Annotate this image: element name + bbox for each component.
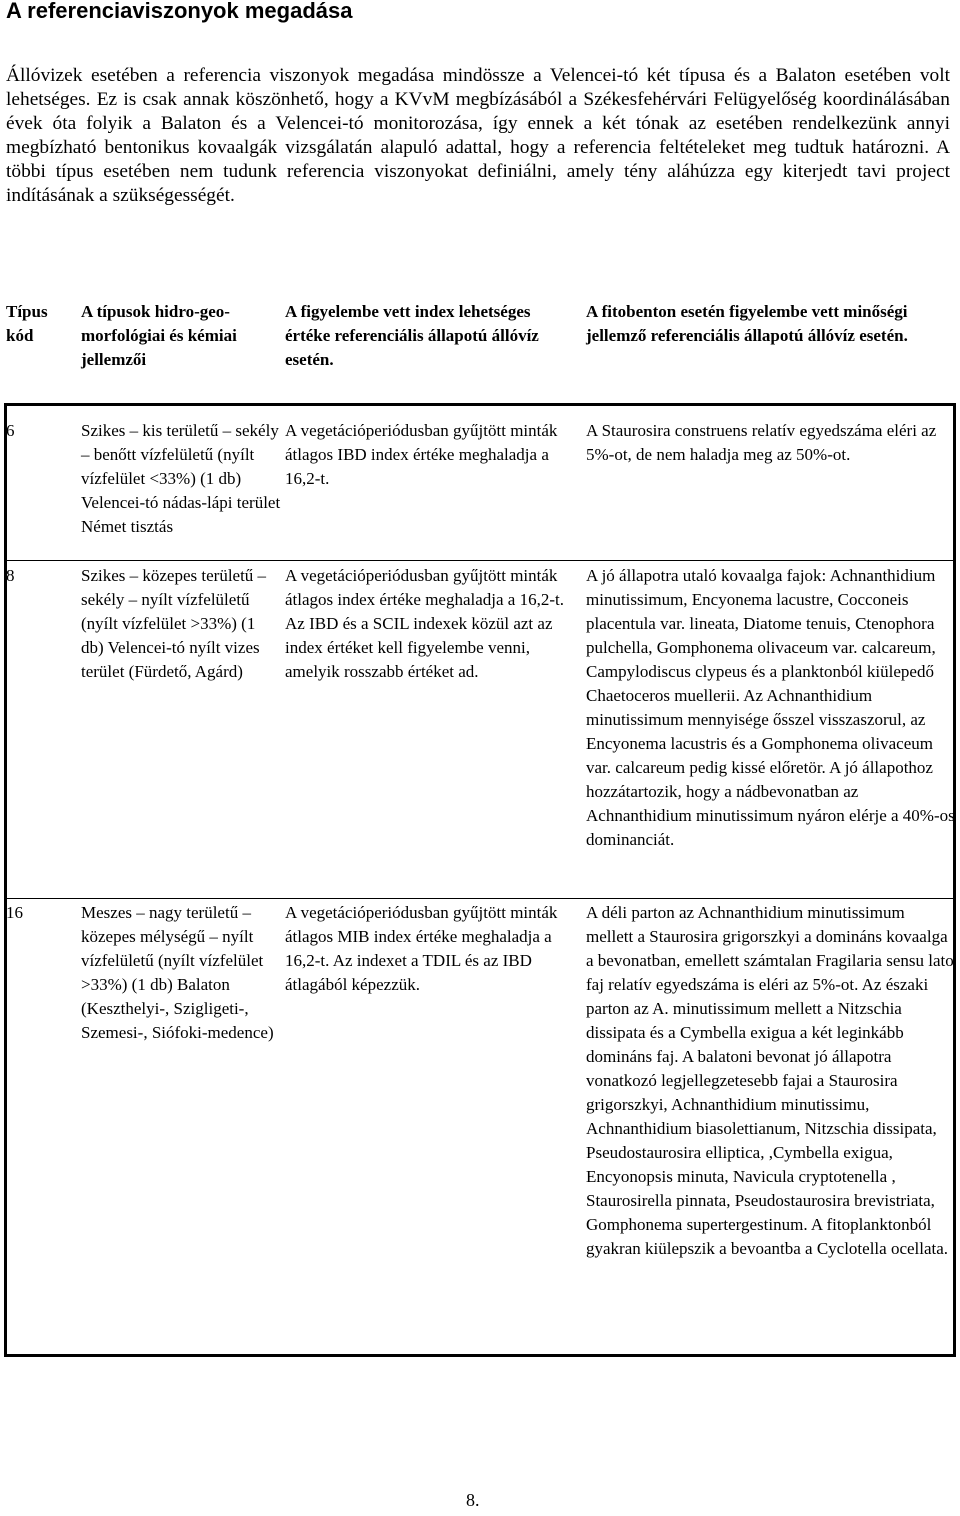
header-hydro: A típusok hidro-geo-morfológiai és kémiai jellemzői <box>81 302 237 369</box>
table-row-3-hydro: Meszes – nagy területű – közepes mélységű – nyílt vízfelületű (nyílt vízfelület >33%) (1 db) Balaton (Keszthelyi-, Szigligeti-, Szemesi-, Siófoki-medence) <box>81 903 274 1042</box>
table-row-1-hydro: Szikes – kis területű – sekély – benőtt vízfelületű (nyílt vízfelület <33%) (1 db) Velencei-tó nádas-lápi terület Német tisztás <box>81 421 281 536</box>
table-row-2-hydro: Szikes – közepes területű – sekély – nyílt vízfelületű (nyílt vízfelület >33%) (1 db) Velencei-tó nyílt vizes terület (Fürdető, Agárd) <box>81 566 267 681</box>
header-code: Típus kód <box>6 302 48 345</box>
table-border-top <box>4 403 956 406</box>
header-index: A figyelembe vett index lehetséges értéke referenciális állapotú állóvíz esetén. <box>285 302 539 369</box>
table-row-3-phyto: A déli parton az Achnanthidium minutissimum mellett a Staurosira grigorszkyi a domináns kovaalga a bevonatban, emellett számtalan Fragilaria sensu lato faj relatív egyedszáma is eléri az 5%-ot. Az északi parton az A. minutissimum mellett a Nitzschia dissipata és a Cymbella exigua a két leginkább domináns faj. A balatoni bevonat jó állapotra vonatkozó legjellegzetesebb fajai a Staurosira grigorszkyi, Achnanthidium minutissimu, Achnanthidium biasolettianum, Nitzschia dissipata, Pseudostaurosira elliptica, ,Cymbella exigua, Encyonopsis minuta, Navicula cryptotenella , Staurosirella pinnata, Pseudostaurosira brevistriata, Gomphonema supertergestinum. A fitoplanktonból gyakran kiülepszik a bevoantba a Cyclotella ocellata. <box>586 903 954 1258</box>
intro-paragraph: Állóvizek esetében a referencia viszonyok megadása mindössze a Velencei-tó két típusa és a Balaton esetében volt lehetséges. Ez is csak annak köszönhető, hogy a KVvM megbízásából a Székesfehérvári Felügyelőség koordinálásában évek óta folyik a Balaton és a Velencei-tó monitorozása, így ennek a két tónak az esetében rendelkezünk annyi megbízható bentonikus kovaalgák vizsgálatán alapuló adattal, hogy a referencia feltételeket meg tudtuk határozni. A többi típus esetében nem tudunk referencia viszonyokat definiálni, amely tény aláhúzza egy kiterjedt tavi project indításának a szükségességét. <box>6 65 950 206</box>
row-divider <box>4 898 956 899</box>
page-number: 8. <box>466 1490 480 1510</box>
table-row-3-code: 16 <box>6 903 23 922</box>
header-phyto: A fitobenton esetén figyelembe vett minőségi jellemző referenciális állapotú állóvíz esetén. <box>586 302 908 345</box>
table-border-left <box>4 403 7 1357</box>
table-row-1-phyto: A Staurosira construens relatív egyedszáma eléri az 5%-ot, de nem haladja meg az 50%-ot. <box>586 421 937 464</box>
table-row-2-code: 8 <box>6 566 15 585</box>
reference-table <box>4 403 956 1357</box>
table-row-1-code: 6 <box>6 421 15 440</box>
table-row-1-index: A vegetációperiódusban gyűjtött minták átlagos IBD index értéke meghaladja a 16,2-t. <box>285 421 558 488</box>
table-border-bottom <box>4 1354 956 1357</box>
table-row-2-phyto: A jó állapotra utaló kovaalga fajok: Achnanthidium minutissimum, Encyonema lacustre, Cocconeis placentula var. lineata, Diatome tenuis, Ctenophora pulchella, Gomphonema olivaceum var. calcareum, Campylodiscus clypeus és a planktonból kiülepedő Chaetoceros muellerii. Az Achnanthidium minutissimum mennyisége ősszel visszaszorul, az Encyonema lacustris és a Gomphonema olivaceum var. calcareum pedig kissé előretör. A jó állapothoz hozzátartozik, hogy a nádbevonatban az Achnanthidium minutissimum nyáron elérje a 40%-os dominanciát. <box>586 566 955 849</box>
table-row-3-index: A vegetációperiódusban gyűjtött minták átlagos MIB index értéke meghaladja a 16,2-t. Az indexet a TDIL és az IBD átlagából képezzük. <box>285 903 558 994</box>
row-divider <box>4 560 956 561</box>
page-title: A referenciaviszonyok megadása <box>6 0 353 23</box>
table-row-2-index: A vegetációperiódusban gyűjtött minták átlagos index értéke meghaladja a 16,2-t. Az IBD és a SCIL indexek közül azt az index értéket kell figyelembe venni, amelyik rosszabb értéket ad. <box>285 566 564 681</box>
